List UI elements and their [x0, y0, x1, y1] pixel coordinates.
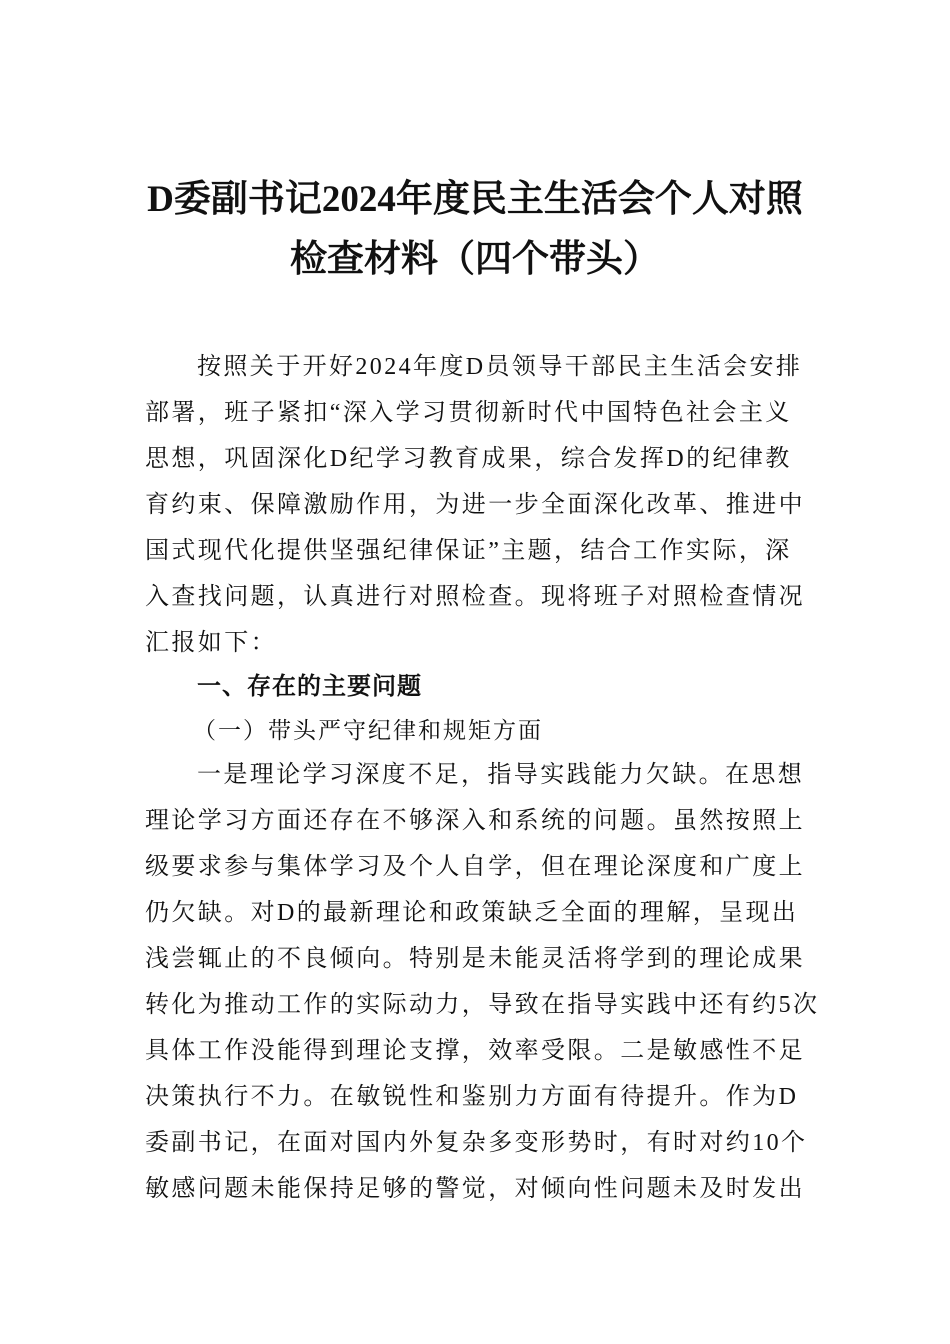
text-line: 级要求参与集体学习及个人自学，但在理论深度和广度上: [145, 854, 805, 880]
text-line: 理论学习方面还存在不够深入和系统的问题。虽然按照上: [145, 808, 805, 834]
text-line: 入查找问题，认真进行对照检查。现将班子对照检查情况: [145, 584, 805, 610]
text-line: 仍欠缺。对D的最新理论和政策缺乏全面的理解，呈现出: [145, 900, 799, 926]
text-line: 部署，班子紧扣“深入学习贯彻新时代中国特色社会主义: [145, 400, 792, 426]
text-line: 委副书记，在面对国内外复杂多变形势时，有时对约10个: [145, 1130, 808, 1156]
text-line: 育约束、保障激励作用，为进一步全面深化改革、推进中: [145, 492, 805, 518]
text-line: 浅尝辄止的不良倾向。特别是未能灵活将学到的理论成果: [145, 946, 805, 972]
document-body: [145, 344, 820, 1212]
subsection-heading: （一）带头严守纪律和规矩方面: [193, 718, 543, 743]
text-line: 思想，巩固深化D纪学习教育成果，综合发挥D的纪律教: [145, 446, 792, 472]
document-title: [145, 170, 805, 290]
intro-paragraph: [145, 344, 807, 666]
text-line: 汇报如下：: [145, 630, 277, 656]
text-line: 决策执行不力。在敏锐性和鉴别力方面有待提升。作为D: [145, 1084, 799, 1110]
text-line: 按照关于开好2024年度D员领导干部民主生活会安排: [197, 354, 803, 380]
body-paragraph: [145, 752, 820, 1212]
text-line: 一是理论学习深度不足，指导实践能力欠缺。在思想: [197, 762, 805, 788]
text-line: 国式现代化提供坚强纪律保证”主题，结合工作实际，深: [145, 538, 792, 564]
text-line: 敏感问题未能保持足够的警觉，对倾向性问题未及时发出: [145, 1176, 805, 1202]
section-heading: 一、存在的主要问题: [197, 673, 422, 700]
title-line-1: D委副书记2024年度民主生活会个人对照: [147, 179, 803, 220]
title-line-2: 检查材料（四个带头）: [290, 239, 660, 280]
text-line: 具体工作没能得到理论支撑，效率受限。二是敏感性不足: [145, 1038, 805, 1064]
text-line: 转化为推动工作的实际动力，导致在指导实践中还有约5次: [145, 992, 820, 1018]
